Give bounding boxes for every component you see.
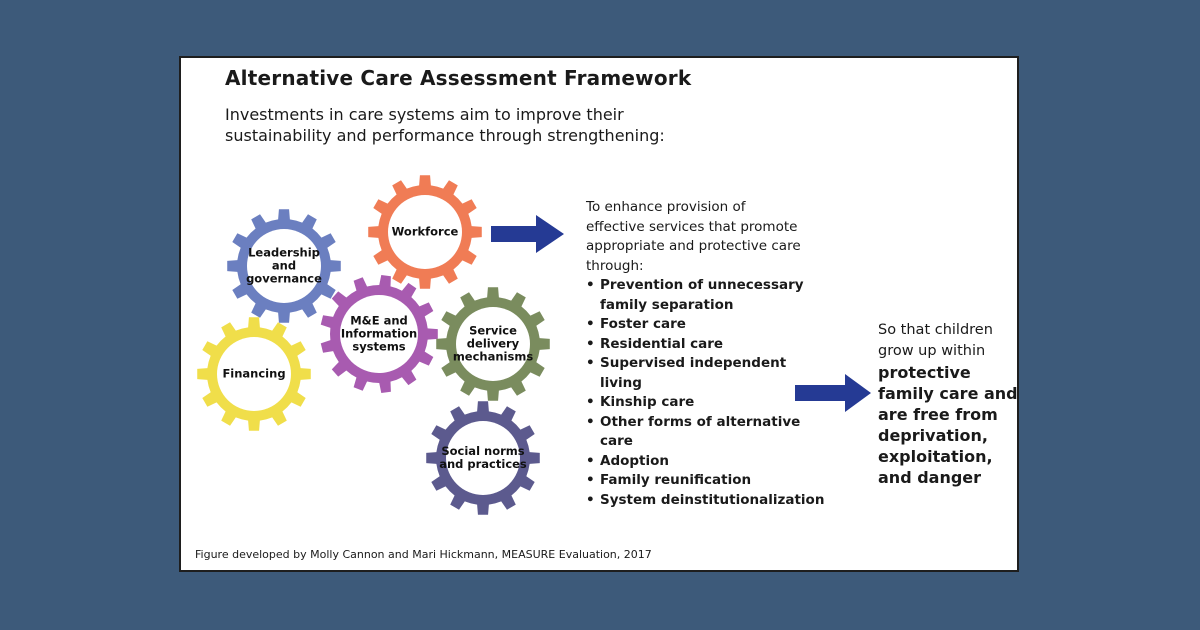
gear-label-line: Social norms bbox=[441, 444, 525, 458]
outcome-intro-line: So that children bbox=[878, 322, 993, 338]
list-item bbox=[586, 393, 824, 413]
list-item bbox=[586, 276, 824, 315]
gear-label-line: and practices bbox=[439, 457, 527, 471]
gear-label-line: systems bbox=[352, 339, 406, 354]
gear-label-line: governance bbox=[246, 271, 322, 286]
outcome-emphasis-line: protective bbox=[878, 363, 971, 382]
list-item-line: • Family reunification bbox=[600, 472, 752, 488]
gear-label-line: mechanisms bbox=[452, 349, 534, 364]
list-item-line: • Residential care bbox=[600, 335, 724, 352]
subtitle-line: sustainability and performance through strengthening: bbox=[225, 126, 665, 145]
outcome-emphasis bbox=[878, 362, 1018, 488]
services-intro-line: through: bbox=[586, 257, 644, 274]
list-item-line: • System deinstitutionalization bbox=[600, 491, 825, 508]
outcome-emphasis-line: exploitation, bbox=[878, 447, 993, 466]
services-intro-line: appropriate and protective care bbox=[586, 238, 801, 254]
list-item-line: • Supervised independent bbox=[600, 355, 787, 371]
gear-label-line: delivery bbox=[466, 336, 520, 351]
outcome-section bbox=[878, 320, 1018, 488]
list-item bbox=[586, 335, 824, 355]
subtitle-line: Investments in care systems aim to improve their bbox=[225, 105, 624, 124]
gear-label-line: Financing bbox=[222, 366, 286, 381]
list-item bbox=[586, 471, 824, 491]
list-item-line: • Kinship care bbox=[600, 394, 695, 410]
list-item-line: • Other forms of alternative bbox=[600, 413, 801, 430]
arrow-to-services bbox=[491, 215, 564, 253]
list-item-line: • Adoption bbox=[600, 452, 670, 469]
services-intro bbox=[586, 198, 824, 276]
list-item-line: • Prevention of unnecessary bbox=[600, 277, 804, 293]
list-item-line: • Foster care bbox=[600, 316, 686, 332]
gear-label-line: Service bbox=[469, 323, 517, 338]
services-intro-line: effective services that promote bbox=[586, 218, 798, 235]
outcome-emphasis-line: family care and bbox=[878, 384, 1018, 403]
gear-label-line: Workforce bbox=[391, 224, 459, 239]
gear-label-line: M&E and bbox=[350, 313, 408, 328]
outcome-emphasis-line: deprivation, bbox=[878, 426, 988, 445]
list-item bbox=[586, 413, 824, 452]
list-item-line: care bbox=[600, 433, 633, 449]
list-item bbox=[586, 491, 824, 511]
outcome-emphasis-line: are free from bbox=[878, 405, 998, 424]
gear-label-line: Information bbox=[340, 326, 418, 341]
list-item-line: living bbox=[600, 374, 642, 391]
figure-caption: Figure developed by Molly Cannon and Mari Hickmann, MEASURE Evaluation, 2017 bbox=[195, 548, 652, 561]
list-item-line: family separation bbox=[600, 296, 734, 313]
list-item bbox=[586, 452, 824, 472]
services-list bbox=[586, 276, 824, 510]
list-item bbox=[586, 354, 824, 393]
services-section bbox=[586, 198, 824, 510]
gear-label-line: Leadership bbox=[248, 245, 320, 260]
gear-label-line: and bbox=[271, 258, 297, 273]
page-title: Alternative Care Assessment Framework bbox=[225, 66, 692, 90]
outcome-emphasis-line: and danger bbox=[878, 468, 982, 487]
outcome-intro bbox=[878, 320, 1018, 361]
framework-card bbox=[179, 56, 1019, 572]
outcome-intro-line: grow up within bbox=[878, 342, 986, 359]
list-item bbox=[586, 315, 824, 335]
services-intro-line: To enhance provision of bbox=[586, 199, 746, 215]
